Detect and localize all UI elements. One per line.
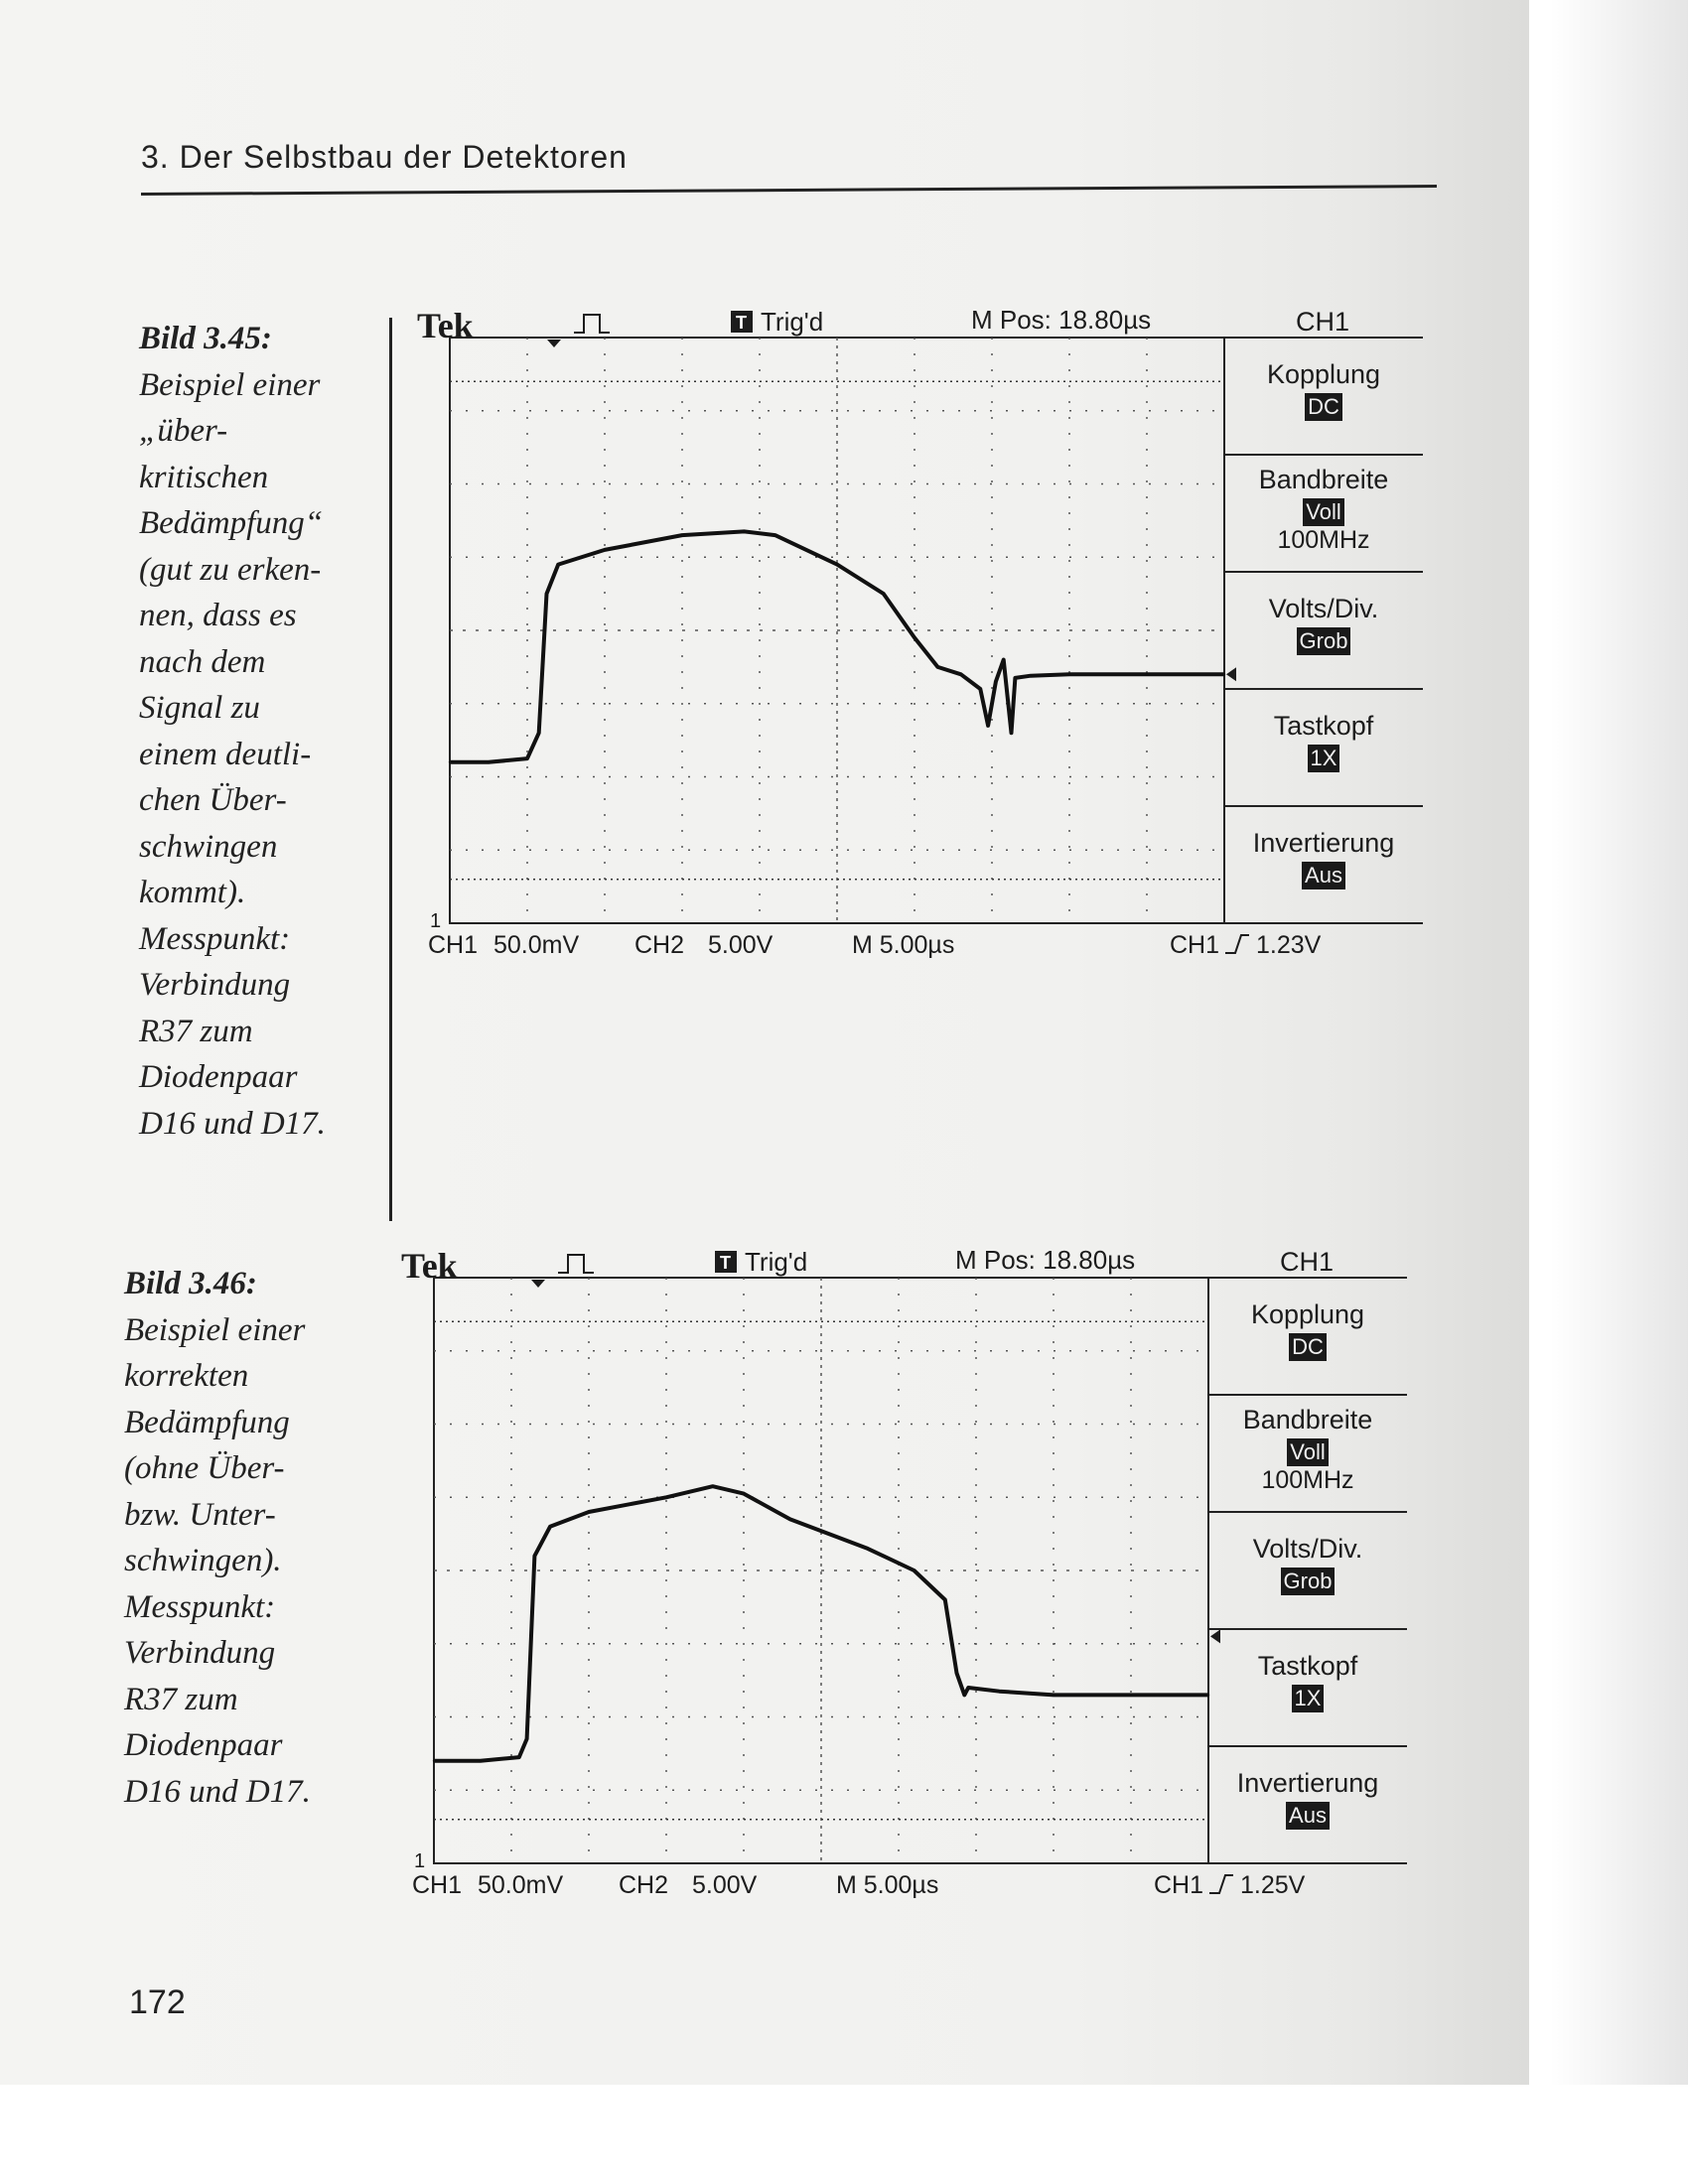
ch1-waveform-point <box>480 1760 482 1762</box>
caption-line: Bedämpfung <box>124 1404 290 1440</box>
menu-item-label: Kopplung <box>1266 359 1381 389</box>
ch1-waveform-point <box>533 1555 535 1557</box>
menu-item-label: Invertierung <box>1236 1768 1379 1798</box>
ch1-waveform-point <box>789 1518 791 1520</box>
ch1-waveform-point <box>525 1737 527 1739</box>
ch1-label: CH1 <box>412 1871 463 1899</box>
menu-item-extra: 100MHz <box>1261 1466 1354 1494</box>
trigger-level-marker <box>1210 1629 1220 1643</box>
menu-item-value: DC <box>1305 393 1342 421</box>
rising-edge-icon <box>1225 935 1249 953</box>
ch1-waveform-point <box>1003 658 1005 660</box>
channel-ground-marker: 1 <box>430 910 442 932</box>
menu-item[interactable] <box>1224 359 1423 421</box>
menu-item[interactable] <box>1224 465 1423 555</box>
ch1-waveform-point <box>936 666 938 668</box>
ch1-waveform-point <box>914 636 915 638</box>
menu-item-extra: 100MHz <box>1277 526 1370 554</box>
menu-title: CH1 <box>1296 307 1350 337</box>
caption-line: (gut zu erken- <box>139 551 322 588</box>
ch1-waveform-point <box>488 761 490 763</box>
caption-line: Signal zu <box>139 690 260 726</box>
caption-line: Bedämpfung“ <box>139 505 324 541</box>
menu-item-label: Invertierung <box>1252 828 1395 858</box>
caption-line: Verbindung <box>124 1635 276 1671</box>
menu-item[interactable] <box>1224 828 1423 889</box>
ch1-waveform-point <box>1010 732 1012 734</box>
ch1-waveform-point <box>987 725 989 727</box>
menu-item-label: Bandbreite <box>1258 465 1389 494</box>
ch1-waveform-point <box>955 1672 957 1674</box>
caption-label: Bild 3.45: <box>139 321 272 356</box>
caption-line: D16 und D17. <box>139 1105 326 1142</box>
ch1-waveform-point <box>712 1485 714 1487</box>
menu-item-label: Volts/Div. <box>1268 594 1379 623</box>
menu-item-value: Voll <box>1287 1438 1328 1466</box>
caption-line: kommt). <box>139 875 246 910</box>
menu-item[interactable] <box>1224 711 1423 772</box>
ch1-waveform-point <box>526 757 528 759</box>
menu-item-label: Volts/Div. <box>1252 1534 1363 1564</box>
ch2-scale: 5.00V <box>708 931 774 959</box>
caption-line: schwingen <box>139 828 278 865</box>
ch1-waveform-point <box>963 1694 965 1696</box>
trigger-icon: T <box>720 1253 731 1273</box>
rising-edge-icon <box>1209 1875 1233 1893</box>
ch1-waveform-point <box>836 563 838 565</box>
caption-line: Messpunkt: <box>139 920 291 957</box>
caption-line: einem deutli- <box>139 736 312 772</box>
page-number: 172 <box>129 1983 186 2021</box>
oscilloscope-screenshot <box>399 1233 1422 1928</box>
ch1-waveform-point <box>913 1570 914 1571</box>
ch1-waveform-point <box>995 680 997 682</box>
ch1-waveform-point <box>774 534 775 536</box>
trigger-status: Trig'd <box>745 1247 808 1277</box>
ch1-waveform-point <box>979 688 981 690</box>
timebase: M 5.00µs <box>852 931 955 959</box>
ch1-waveform-point <box>681 534 683 536</box>
ch1-waveform-point <box>433 1760 435 1762</box>
ch1-waveform-point <box>1130 1694 1132 1696</box>
caption-line: schwingen). <box>124 1543 282 1578</box>
caption-line: Messpunkt: <box>124 1588 276 1625</box>
trigger-status: Trig'd <box>761 307 824 337</box>
caption-label: Bild 3.46: <box>124 1266 257 1301</box>
brand-logo: Tek <box>401 1246 458 1286</box>
figure-caption <box>124 1261 382 1815</box>
trigger-level: 1.25V <box>1240 1871 1306 1899</box>
menu-item-label: Tastkopf <box>1257 1651 1358 1681</box>
ch1-waveform-point <box>1068 673 1070 675</box>
caption-line: bzw. Unter- <box>124 1496 276 1533</box>
ch1-waveform-point <box>665 1496 667 1498</box>
caption-line: Diodenpaar <box>124 1727 283 1763</box>
menu-item-value: 1X <box>1292 1685 1325 1712</box>
ch1-waveform-point <box>743 530 745 532</box>
caption-line: chen Über- <box>139 782 287 818</box>
menu-item-value: Voll <box>1303 498 1343 526</box>
trigger-icon: T <box>736 313 747 333</box>
menu-item-value: Aus <box>1302 862 1345 889</box>
ch1-waveform-point <box>1146 673 1148 675</box>
trigger-source: CH1 <box>1154 1871 1204 1899</box>
ch2-label: CH2 <box>619 1871 669 1899</box>
ch1-waveform-point <box>867 1548 869 1550</box>
caption-line: „über- <box>139 413 228 449</box>
ch1-waveform-point <box>549 1526 551 1528</box>
trigger-source: CH1 <box>1170 931 1220 959</box>
ch2-scale: 5.00V <box>692 1871 758 1899</box>
trigger-position-marker <box>531 1280 545 1288</box>
pulse-icon <box>574 315 610 333</box>
ch1-waveform-point <box>743 1492 745 1494</box>
caption-line: nach dem <box>139 643 266 680</box>
ch1-waveform-point <box>545 593 547 595</box>
mpos-readout: M Pos: 18.80µs <box>971 305 1152 335</box>
menu-item-value: Grob <box>1297 627 1351 655</box>
ch1-waveform-point <box>1014 677 1016 679</box>
ch1-label: CH1 <box>428 931 479 959</box>
menu-item[interactable] <box>1208 1651 1407 1712</box>
trigger-level: 1.23V <box>1256 931 1322 959</box>
caption-line: (ohne Über- <box>124 1450 285 1486</box>
ch1-waveform-point <box>449 761 451 763</box>
trigger-level-marker <box>1226 667 1236 681</box>
trigger-position-marker <box>547 340 561 347</box>
menu-item[interactable] <box>1208 1405 1407 1495</box>
ch1-waveform-point <box>883 593 885 595</box>
oscilloscope-screenshot <box>415 293 1438 988</box>
ch1-waveform-point <box>1223 673 1225 675</box>
caption-line: D16 und D17. <box>124 1773 311 1810</box>
menu-item-label: Kopplung <box>1250 1299 1365 1329</box>
menu-item-value: Aus <box>1286 1802 1330 1830</box>
menu-title: CH1 <box>1280 1247 1335 1277</box>
timebase: M 5.00µs <box>836 1871 939 1899</box>
menu-item-value: Grob <box>1281 1568 1336 1595</box>
ch1-waveform-point <box>998 1690 1000 1692</box>
figure-caption <box>139 316 397 1147</box>
ch1-waveform-point <box>1030 675 1032 677</box>
caption-line: nen, dass es <box>139 598 297 633</box>
ch1-waveform-point <box>967 1687 969 1689</box>
ch1-waveform-point <box>518 1756 520 1758</box>
caption-line: Diodenpaar <box>139 1059 298 1095</box>
menu-item[interactable] <box>1208 1534 1407 1595</box>
page-edge-shadow <box>1549 0 1688 2085</box>
menu-item-label: Bandbreite <box>1242 1405 1373 1434</box>
caption-line: kritischen <box>139 459 269 495</box>
ch1-scale: 50.0mV <box>493 931 580 959</box>
caption-line: korrekten <box>124 1358 249 1394</box>
mpos-readout: M Pos: 18.80µs <box>955 1245 1136 1275</box>
ch1-waveform-point <box>538 732 540 734</box>
ch1-waveform-point <box>1053 1694 1055 1696</box>
ch1-scale: 50.0mV <box>478 1871 564 1899</box>
caption-line: Beispiel einer <box>139 366 321 403</box>
ch1-waveform-point <box>944 1598 946 1600</box>
ch1-waveform-point <box>604 549 606 551</box>
ch1-waveform-point <box>557 563 559 565</box>
pulse-icon <box>558 1255 594 1273</box>
brand-logo: Tek <box>417 306 474 345</box>
caption-line: Beispiel einer <box>124 1311 306 1348</box>
channel-ground-marker: 1 <box>414 1850 426 1872</box>
menu-item[interactable] <box>1208 1768 1407 1830</box>
ch1-waveform-point <box>588 1511 590 1513</box>
menu-item-label: Tastkopf <box>1273 711 1374 741</box>
menu-item[interactable] <box>1224 594 1423 655</box>
ch1-waveform-point <box>960 673 962 675</box>
menu-item-value: 1X <box>1308 745 1340 772</box>
caption-line: R37 zum <box>124 1681 238 1717</box>
ch2-label: CH2 <box>634 931 685 959</box>
caption-line: Verbindung <box>139 967 291 1003</box>
running-header: 3. Der Selbstbau der Detektoren <box>141 139 628 175</box>
menu-item[interactable] <box>1208 1299 1407 1361</box>
caption-line: R37 zum <box>139 1013 253 1049</box>
menu-item-value: DC <box>1289 1333 1327 1361</box>
